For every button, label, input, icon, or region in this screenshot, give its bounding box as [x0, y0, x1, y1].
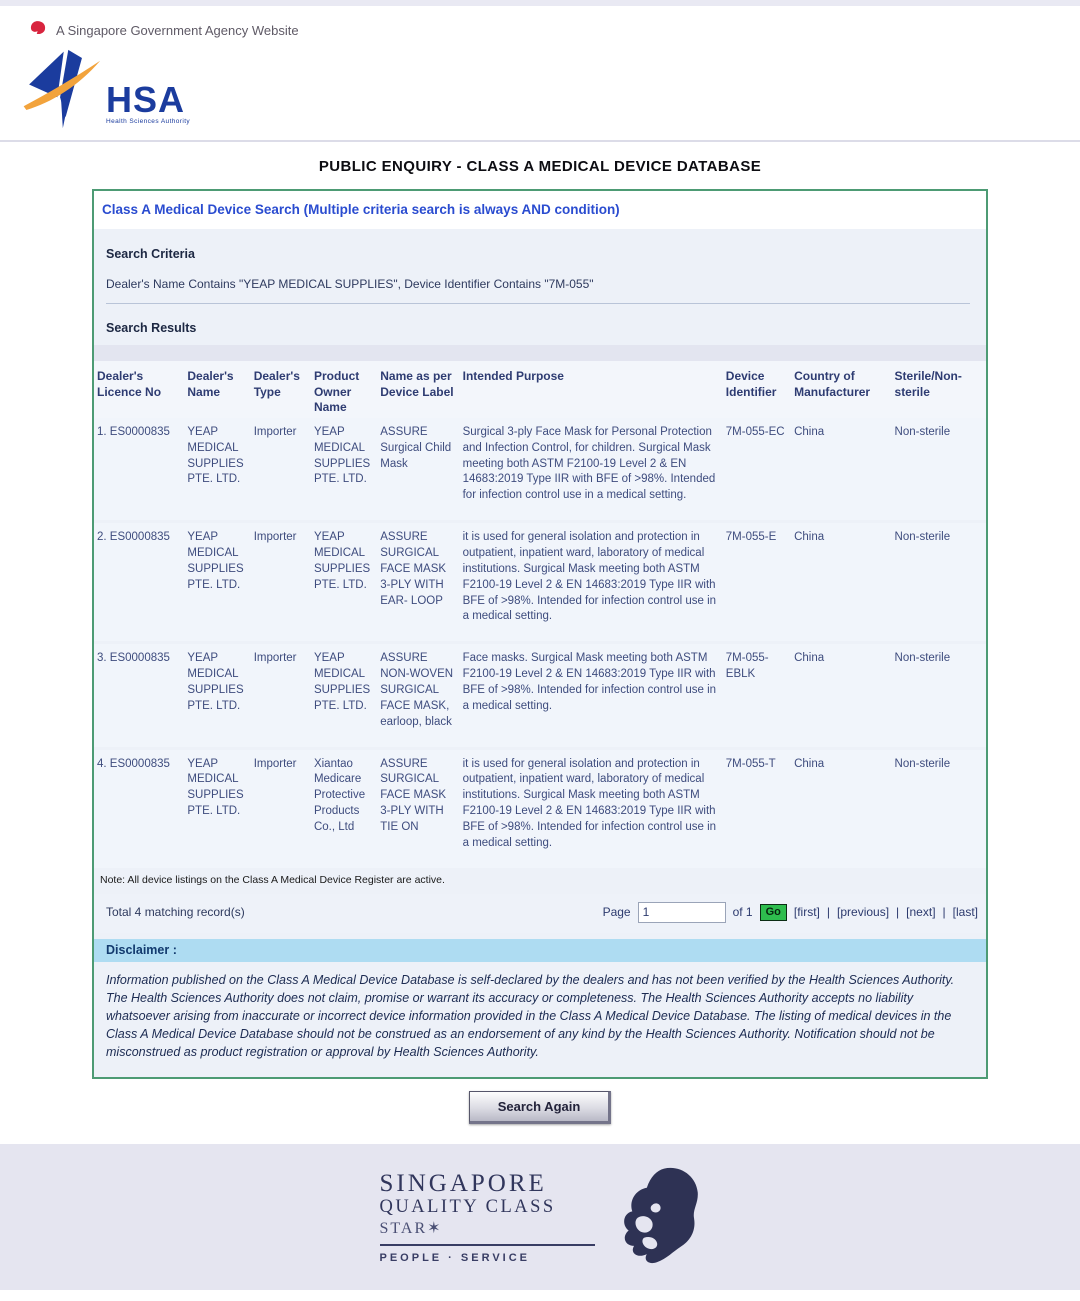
- hsa-subtitle: Health Sciences Authority: [106, 118, 191, 125]
- cell-device-label: ASSURE Surgical Child Mask: [377, 418, 459, 522]
- search-criteria-block: [94, 229, 986, 304]
- cell-dealer-type: Importer: [251, 522, 311, 643]
- cell-country: China: [791, 522, 891, 643]
- pagination: [603, 902, 978, 923]
- cell-product-owner: YEAP MEDICAL SUPPLIES PTE. LTD.: [311, 643, 377, 748]
- hsa-wordmark: [106, 78, 191, 125]
- cell-dealer-name: YEAP MEDICAL SUPPLIES PTE. LTD.: [184, 418, 250, 522]
- hsa-sails-icon: [20, 48, 102, 135]
- page-footer: [0, 1144, 1080, 1290]
- cell-product-owner: YEAP MEDICAL SUPPLIES PTE. LTD.: [311, 522, 377, 643]
- page-label: Page: [602, 905, 631, 920]
- site-header: [0, 6, 1080, 140]
- sqc-tagline: PEOPLE · SERVICE: [379, 1251, 530, 1264]
- gov-banner: [0, 6, 1080, 42]
- hsa-logo: [20, 48, 190, 135]
- results-band-gap: [94, 345, 986, 361]
- cell-device-id: 7M-055-E: [723, 522, 791, 643]
- singapore-lion-crest-icon: [28, 18, 47, 42]
- search-again-area: [0, 1079, 1080, 1144]
- cell-purpose: Surgical 3-ply Face Mask for Personal Protection and Infection Control, for children. Surgical Mask meeting both ASTM F2100-19 Level 2 & EN 14683:2019 Type IIR with BFE of >98%. Intended for infection control use in a medical setting.: [460, 418, 723, 522]
- first-page-link[interactable]: [first]: [793, 905, 820, 920]
- disclaimer-text: Information published on the Class A Medical Device Database is self-declared by the dealers and has not been verified by the Health Sciences Authority. The Health Sciences Authority does not claim, promise or warrant its accuracy or completeness. The Health Sciences Authority accepts no liability whatsoever arising from inaccurate or incorrect device information provided in the Class A Medical Device Database. The listing of medical devices in the Class A Medical Device Database should not be construed as an endorsement of any kind by the Health Sciences Authority. Notification should not be misconstrued as product registration or approval by Health Sciences Authority.: [106, 972, 955, 1060]
- cell-sterile: Non-sterile: [892, 418, 986, 522]
- cell-purpose: it is used for general isolation and protection in outpatient, inpatient ward, laboratory of medical institutions. Surgical Mask meeting both ASTM F2100-19 Level 2 & EN 14683:2019 Type IIR with BFE of >98%. Intended for infection control use in a medical setting.: [460, 748, 723, 869]
- page-of-text: of 1: [732, 905, 753, 920]
- sqc-logo-text: [380, 1171, 595, 1264]
- search-panel: [92, 189, 988, 1079]
- cell-purpose: Face masks. Surgical Mask meeting both ASTM F2100-19 Level 2 & EN 14683:2019 Type IIR with BFE of >98%. Intended for infection control use in a medical setting.: [460, 643, 723, 748]
- page-title: PUBLIC ENQUIRY - CLASS A MEDICAL DEVICE DATABASE: [318, 158, 762, 175]
- panel-body: [94, 229, 986, 1077]
- cell-device-label: ASSURE SURGICAL FACE MASK 3-PLY WITH TIE ON: [377, 748, 459, 869]
- cell-sterile: Non-sterile: [892, 643, 986, 748]
- results-summary-bar: [94, 894, 986, 933]
- cell-device-id: 7M-055-EC: [723, 418, 791, 522]
- col-header-device-id: Device Identifier: [723, 361, 791, 418]
- cell-dealer-type: Importer: [251, 418, 311, 522]
- cell-dealer-name: YEAP MEDICAL SUPPLIES PTE. LTD.: [184, 643, 250, 748]
- cell-licence: 3. ES0000835: [94, 643, 184, 748]
- next-page-link[interactable]: [next]: [906, 905, 936, 920]
- panel-heading: Class A Medical Device Search (Multiple criteria search is always AND condition): [102, 202, 620, 217]
- page-number-input[interactable]: [638, 902, 726, 923]
- search-criteria-label: Search Criteria: [106, 247, 195, 261]
- gov-banner-text: A Singapore Government Agency Website: [56, 22, 299, 38]
- cell-country: China: [791, 418, 891, 522]
- cell-device-id: 7M-055-T: [723, 748, 791, 869]
- sqc-star-text: STAR✶: [379, 1220, 443, 1238]
- cell-licence: 4. ES0000835: [94, 748, 184, 869]
- cell-device-label: ASSURE SURGICAL FACE MASK 3-PLY WITH EAR- LOOP: [377, 522, 459, 643]
- pager-separator: |: [896, 905, 900, 920]
- go-button[interactable]: Go: [760, 904, 787, 921]
- table-row: [94, 418, 986, 522]
- cell-dealer-type: Importer: [251, 748, 311, 869]
- cell-dealer-type: Importer: [251, 643, 311, 748]
- cell-sterile: Non-sterile: [892, 748, 986, 869]
- cell-device-id: 7M-055-EBLK: [723, 643, 791, 748]
- col-header-country: Country of Manufacturer: [791, 361, 891, 418]
- last-page-link[interactable]: [last]: [952, 905, 978, 920]
- previous-page-link[interactable]: [previous]: [837, 905, 890, 920]
- disclaimer-heading: Disclaimer :: [94, 939, 986, 962]
- search-results-label: Search Results: [106, 321, 197, 335]
- cell-country: China: [791, 643, 891, 748]
- cell-licence: 2. ES0000835: [94, 522, 184, 643]
- main-content: [0, 142, 1080, 1144]
- cell-purpose: it is used for general isolation and protection in outpatient, inpatient ward, laboratory of medical institutions. Surgical Mask meeting both ASTM F2100-19 Level 2 & EN 14683:2019 Type IIR with BFE of >98%. Intended for infection control use in a medical setting.: [460, 522, 723, 643]
- col-header-licence: Dealer's Licence No: [94, 361, 184, 418]
- cell-dealer-name: YEAP MEDICAL SUPPLIES PTE. LTD.: [184, 748, 250, 869]
- table-row: [94, 643, 986, 748]
- table-header-row: [94, 361, 986, 418]
- cell-country: China: [791, 748, 891, 869]
- table-row: [94, 748, 986, 869]
- pager-separator: |: [826, 905, 831, 920]
- cell-licence: 1. ES0000835: [94, 418, 184, 522]
- sqc-lion-icon: [609, 1165, 701, 1270]
- col-header-device-label: Name as per Device Label: [377, 361, 459, 418]
- cell-product-owner: Xiantao Medicare Protective Products Co., Ltd: [311, 748, 377, 869]
- pager-separator: |: [942, 905, 946, 920]
- cell-sterile: Non-sterile: [892, 522, 986, 643]
- cell-dealer-name: YEAP MEDICAL SUPPLIES PTE. LTD.: [184, 522, 250, 643]
- col-header-product-owner: Product Owner Name: [311, 361, 377, 418]
- col-header-dealer-type: Dealer's Type: [251, 361, 311, 418]
- register-note: Note: All device listings on the Class A Medical Device Register are active.: [100, 873, 445, 886]
- table-row: [94, 522, 986, 643]
- sqc-quality-class-text: QUALITY CLASS: [379, 1197, 556, 1218]
- col-header-dealer-name: Dealer's Name: [184, 361, 250, 418]
- search-again-button[interactable]: Search Again: [469, 1091, 612, 1124]
- cell-product-owner: YEAP MEDICAL SUPPLIES PTE. LTD.: [311, 418, 377, 522]
- sqc-rule: [380, 1244, 595, 1246]
- col-header-purpose: Intended Purpose: [460, 361, 723, 418]
- results-table: [94, 361, 986, 871]
- col-header-sterile: Sterile/Non-sterile: [892, 361, 986, 418]
- total-records-text: Total 4 matching record(s): [106, 905, 245, 920]
- sqc-singapore-text: SINGAPORE: [379, 1170, 547, 1198]
- cell-device-label: ASSURE NON-WOVEN SURGICAL FACE MASK, earloop, black: [377, 643, 459, 748]
- hsa-word: HSA: [106, 78, 186, 120]
- search-criteria-value: Dealer's Name Contains "YEAP MEDICAL SUPPLIES", Device Identifier Contains "7M-055": [106, 277, 594, 291]
